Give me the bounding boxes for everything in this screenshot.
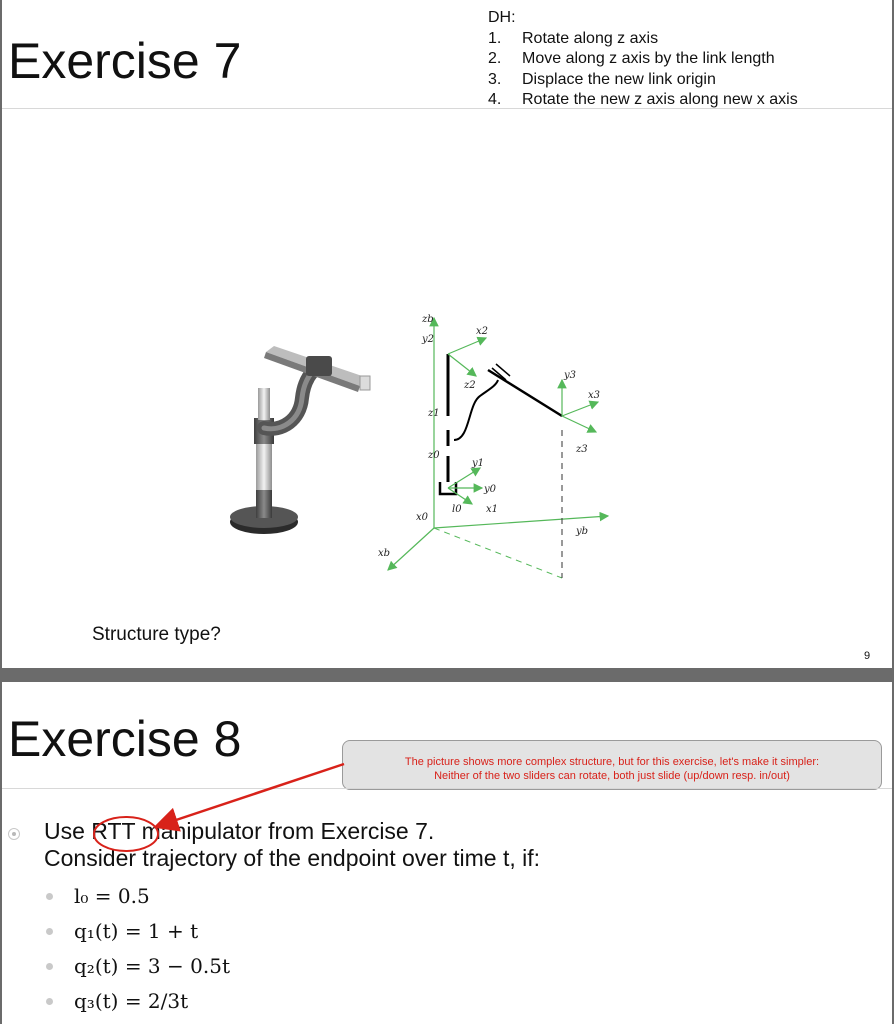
dh-step: 4. Rotate the new z axis along new x axis (488, 91, 798, 108)
slide-exercise-7 (2, 0, 892, 668)
slide-title: Exercise 7 (8, 33, 242, 89)
svg-text:y1: y1 (472, 458, 485, 469)
slide-exercise-8 (2, 682, 892, 1024)
svg-text:z2: z2 (464, 380, 476, 391)
robot-schematic (378, 314, 608, 578)
svg-text:x0: x0 (416, 512, 429, 523)
svg-text:l0: l0 (452, 504, 462, 515)
robot-3d-render (230, 346, 370, 534)
dh-step: 2. Move along z axis by the link length (488, 50, 775, 67)
svg-text:xb: xb (378, 548, 391, 559)
svg-text:yb: yb (576, 526, 589, 537)
svg-text:z1: z1 (428, 408, 440, 419)
list-item: q₂(t) = 3 − 0.5t (46, 954, 230, 989)
callout-line-2: Neither of the two sliders can rotate, both just slide (up/down resp. in/out) (434, 770, 790, 782)
rtt-circle-annotation (94, 817, 158, 851)
main-bullet-line-2: Consider trajectory of the endpoint over time t, if: (44, 845, 541, 871)
rtt-highlight: RTT (91, 818, 136, 844)
annotation-overlay (2, 682, 892, 1024)
svg-text:z3: z3 (576, 444, 588, 455)
svg-text:y0: y0 (484, 484, 497, 495)
dh-step: 3. Displace the new link origin (488, 70, 716, 88)
dh-heading: DH: (488, 9, 516, 26)
callout-arrow (158, 764, 344, 826)
dh-step: 1. Rotate along z axis (488, 29, 659, 47)
svg-text:y2: y2 (422, 334, 435, 345)
structure-question: Structure type? (92, 624, 221, 645)
svg-text:x1: x1 (486, 504, 499, 515)
list-item: q₃(t) = 2/3t (46, 989, 230, 1024)
page-number: 9 (864, 650, 871, 662)
svg-text:x3: x3 (588, 390, 601, 401)
robot-figure (2, 0, 892, 668)
list-item: l₀ = 0.5 (46, 884, 230, 919)
list-item: q₁(t) = 1 + t (46, 919, 230, 954)
main-bullet-line-1: Use RTT manipulator from Exercise 7. (44, 818, 435, 844)
slide-title: Exercise 8 (8, 711, 242, 767)
svg-text:zb: zb (422, 314, 434, 325)
svg-text:x2: x2 (476, 326, 489, 337)
svg-text:z0: z0 (428, 450, 440, 461)
callout-line-1: The picture shows more complex structure, but for this exercise, let's make it simpler: (404, 756, 820, 768)
svg-text:y3: y3 (564, 370, 577, 381)
